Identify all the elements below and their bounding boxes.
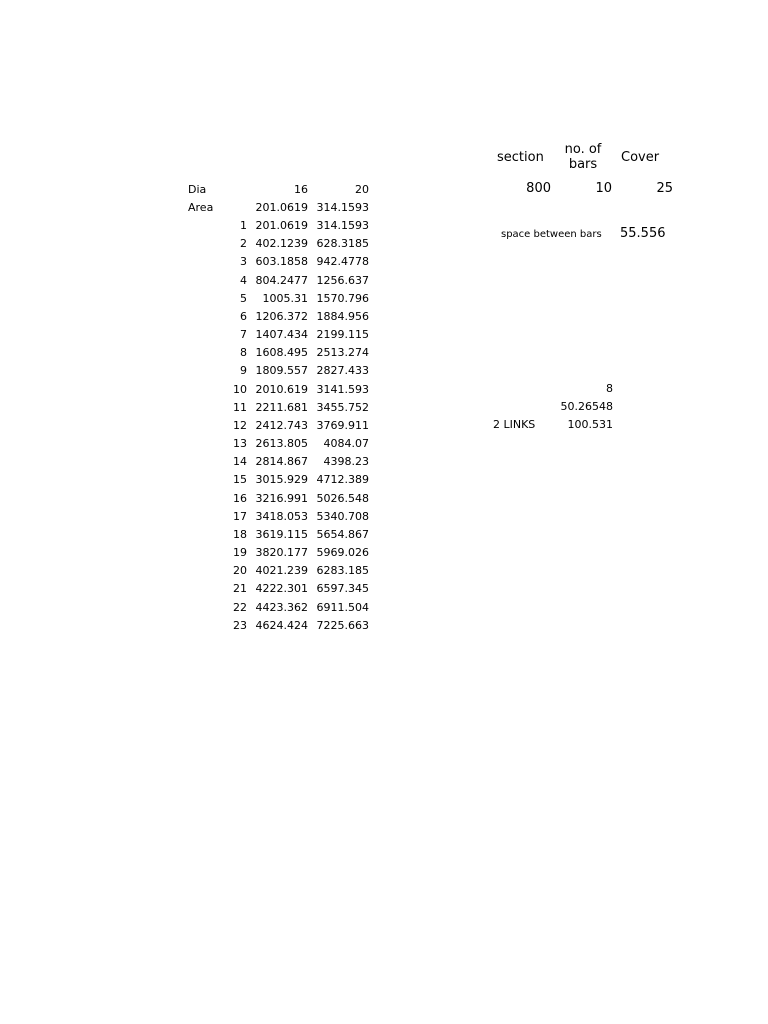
row-index: 3 [240, 255, 247, 268]
area-16-cell: 1407.434 [255, 328, 308, 341]
dia-16: 16 [294, 183, 308, 196]
area-16-cell: 3015.929 [255, 473, 308, 486]
area-20-cell: 1884.956 [316, 310, 369, 323]
area-20-cell: 5340.708 [316, 510, 369, 523]
row-index: 21 [233, 582, 247, 595]
row-index: 22 [233, 601, 247, 614]
area-20-cell: 5654.867 [316, 528, 369, 541]
area-20: 314.1593 [316, 201, 369, 214]
area-20-cell: 4712.389 [316, 473, 369, 486]
area-16-cell: 402.1239 [255, 237, 308, 250]
area-16-cell: 3418.053 [255, 510, 308, 523]
row-index: 10 [233, 383, 247, 396]
area-16-cell: 2412.743 [255, 419, 308, 432]
row-index: 4 [240, 274, 247, 287]
area-16-cell: 4624.424 [255, 619, 308, 632]
area-16-cell: 201.0619 [255, 219, 308, 232]
area-16-cell: 603.1858 [255, 255, 308, 268]
area-20-cell: 7225.663 [316, 619, 369, 632]
area-20-cell: 1256.637 [316, 274, 369, 287]
row-index: 1 [240, 219, 247, 232]
area-16-cell: 2211.681 [255, 401, 308, 414]
area-20-cell: 6911.504 [316, 601, 369, 614]
row-index: 17 [233, 510, 247, 523]
link-dia: 8 [606, 382, 613, 395]
area-20-cell: 2827.433 [316, 364, 369, 377]
area-label: Area [188, 201, 214, 214]
area-20-cell: 4398.23 [323, 455, 369, 468]
spacing-label: space between bars [501, 229, 602, 240]
row-index: 18 [233, 528, 247, 541]
area-20-cell: 4084.07 [323, 437, 369, 450]
row-index: 5 [240, 292, 247, 305]
section-label: section [497, 150, 544, 165]
area-20-cell: 314.1593 [316, 219, 369, 232]
area-16-cell: 3619.115 [255, 528, 308, 541]
dia-20: 20 [355, 183, 369, 196]
area-20-cell: 628.3185 [316, 237, 369, 250]
area-16-cell: 2613.805 [255, 437, 308, 450]
row-index: 19 [233, 546, 247, 559]
row-index: 14 [233, 455, 247, 468]
row-index: 6 [240, 310, 247, 323]
area-16-cell: 4423.362 [255, 601, 308, 614]
area-16-cell: 1608.495 [255, 346, 308, 359]
row-index: 2 [240, 237, 247, 250]
area-20-cell: 3141.593 [316, 383, 369, 396]
area-20-cell: 2199.115 [316, 328, 369, 341]
spacing-value: 55.556 [620, 226, 666, 241]
area-20-cell: 6597.345 [316, 582, 369, 595]
area-20-cell: 5969.026 [316, 546, 369, 559]
cover-value: 25 [656, 181, 673, 196]
row-index: 12 [233, 419, 247, 432]
links-area: 100.531 [567, 418, 613, 431]
area-16-cell: 3216.991 [255, 492, 308, 505]
area-16-cell: 1005.31 [262, 292, 308, 305]
row-index: 8 [240, 346, 247, 359]
area-16-cell: 3820.177 [255, 546, 308, 559]
area-16-cell: 4222.301 [255, 582, 308, 595]
area-16: 201.0619 [255, 201, 308, 214]
cover-label: Cover [621, 150, 660, 165]
area-16-cell: 1206.372 [255, 310, 308, 323]
bars-value: 10 [595, 181, 612, 196]
area-20-cell: 3769.911 [316, 419, 369, 432]
area-20-cell: 1570.796 [316, 292, 369, 305]
bars-label-line2: bars [568, 157, 598, 172]
row-index: 23 [233, 619, 247, 632]
area-20-cell: 3455.752 [316, 401, 369, 414]
row-index: 13 [233, 437, 247, 450]
dia-label: Dia [188, 183, 207, 196]
row-index: 20 [233, 564, 247, 577]
links-label: 2 LINKS [493, 418, 536, 431]
link-area: 50.26548 [560, 400, 613, 413]
area-16-cell: 2814.867 [255, 455, 308, 468]
row-index: 11 [233, 401, 247, 414]
row-index: 7 [240, 328, 247, 341]
area-20-cell: 6283.185 [316, 564, 369, 577]
area-16-cell: 4021.239 [255, 564, 308, 577]
section-value: 800 [526, 181, 551, 196]
row-index: 16 [233, 492, 247, 505]
row-index: 9 [240, 364, 247, 377]
area-20-cell: 942.4778 [316, 255, 369, 268]
area-16-cell: 804.2477 [255, 274, 308, 287]
area-16-cell: 1809.557 [255, 364, 308, 377]
area-20-cell: 5026.548 [316, 492, 369, 505]
row-index: 15 [233, 473, 247, 486]
area-20-cell: 2513.274 [316, 346, 369, 359]
area-16-cell: 2010.619 [255, 383, 308, 396]
bars-label-line1: no. of [564, 142, 602, 157]
